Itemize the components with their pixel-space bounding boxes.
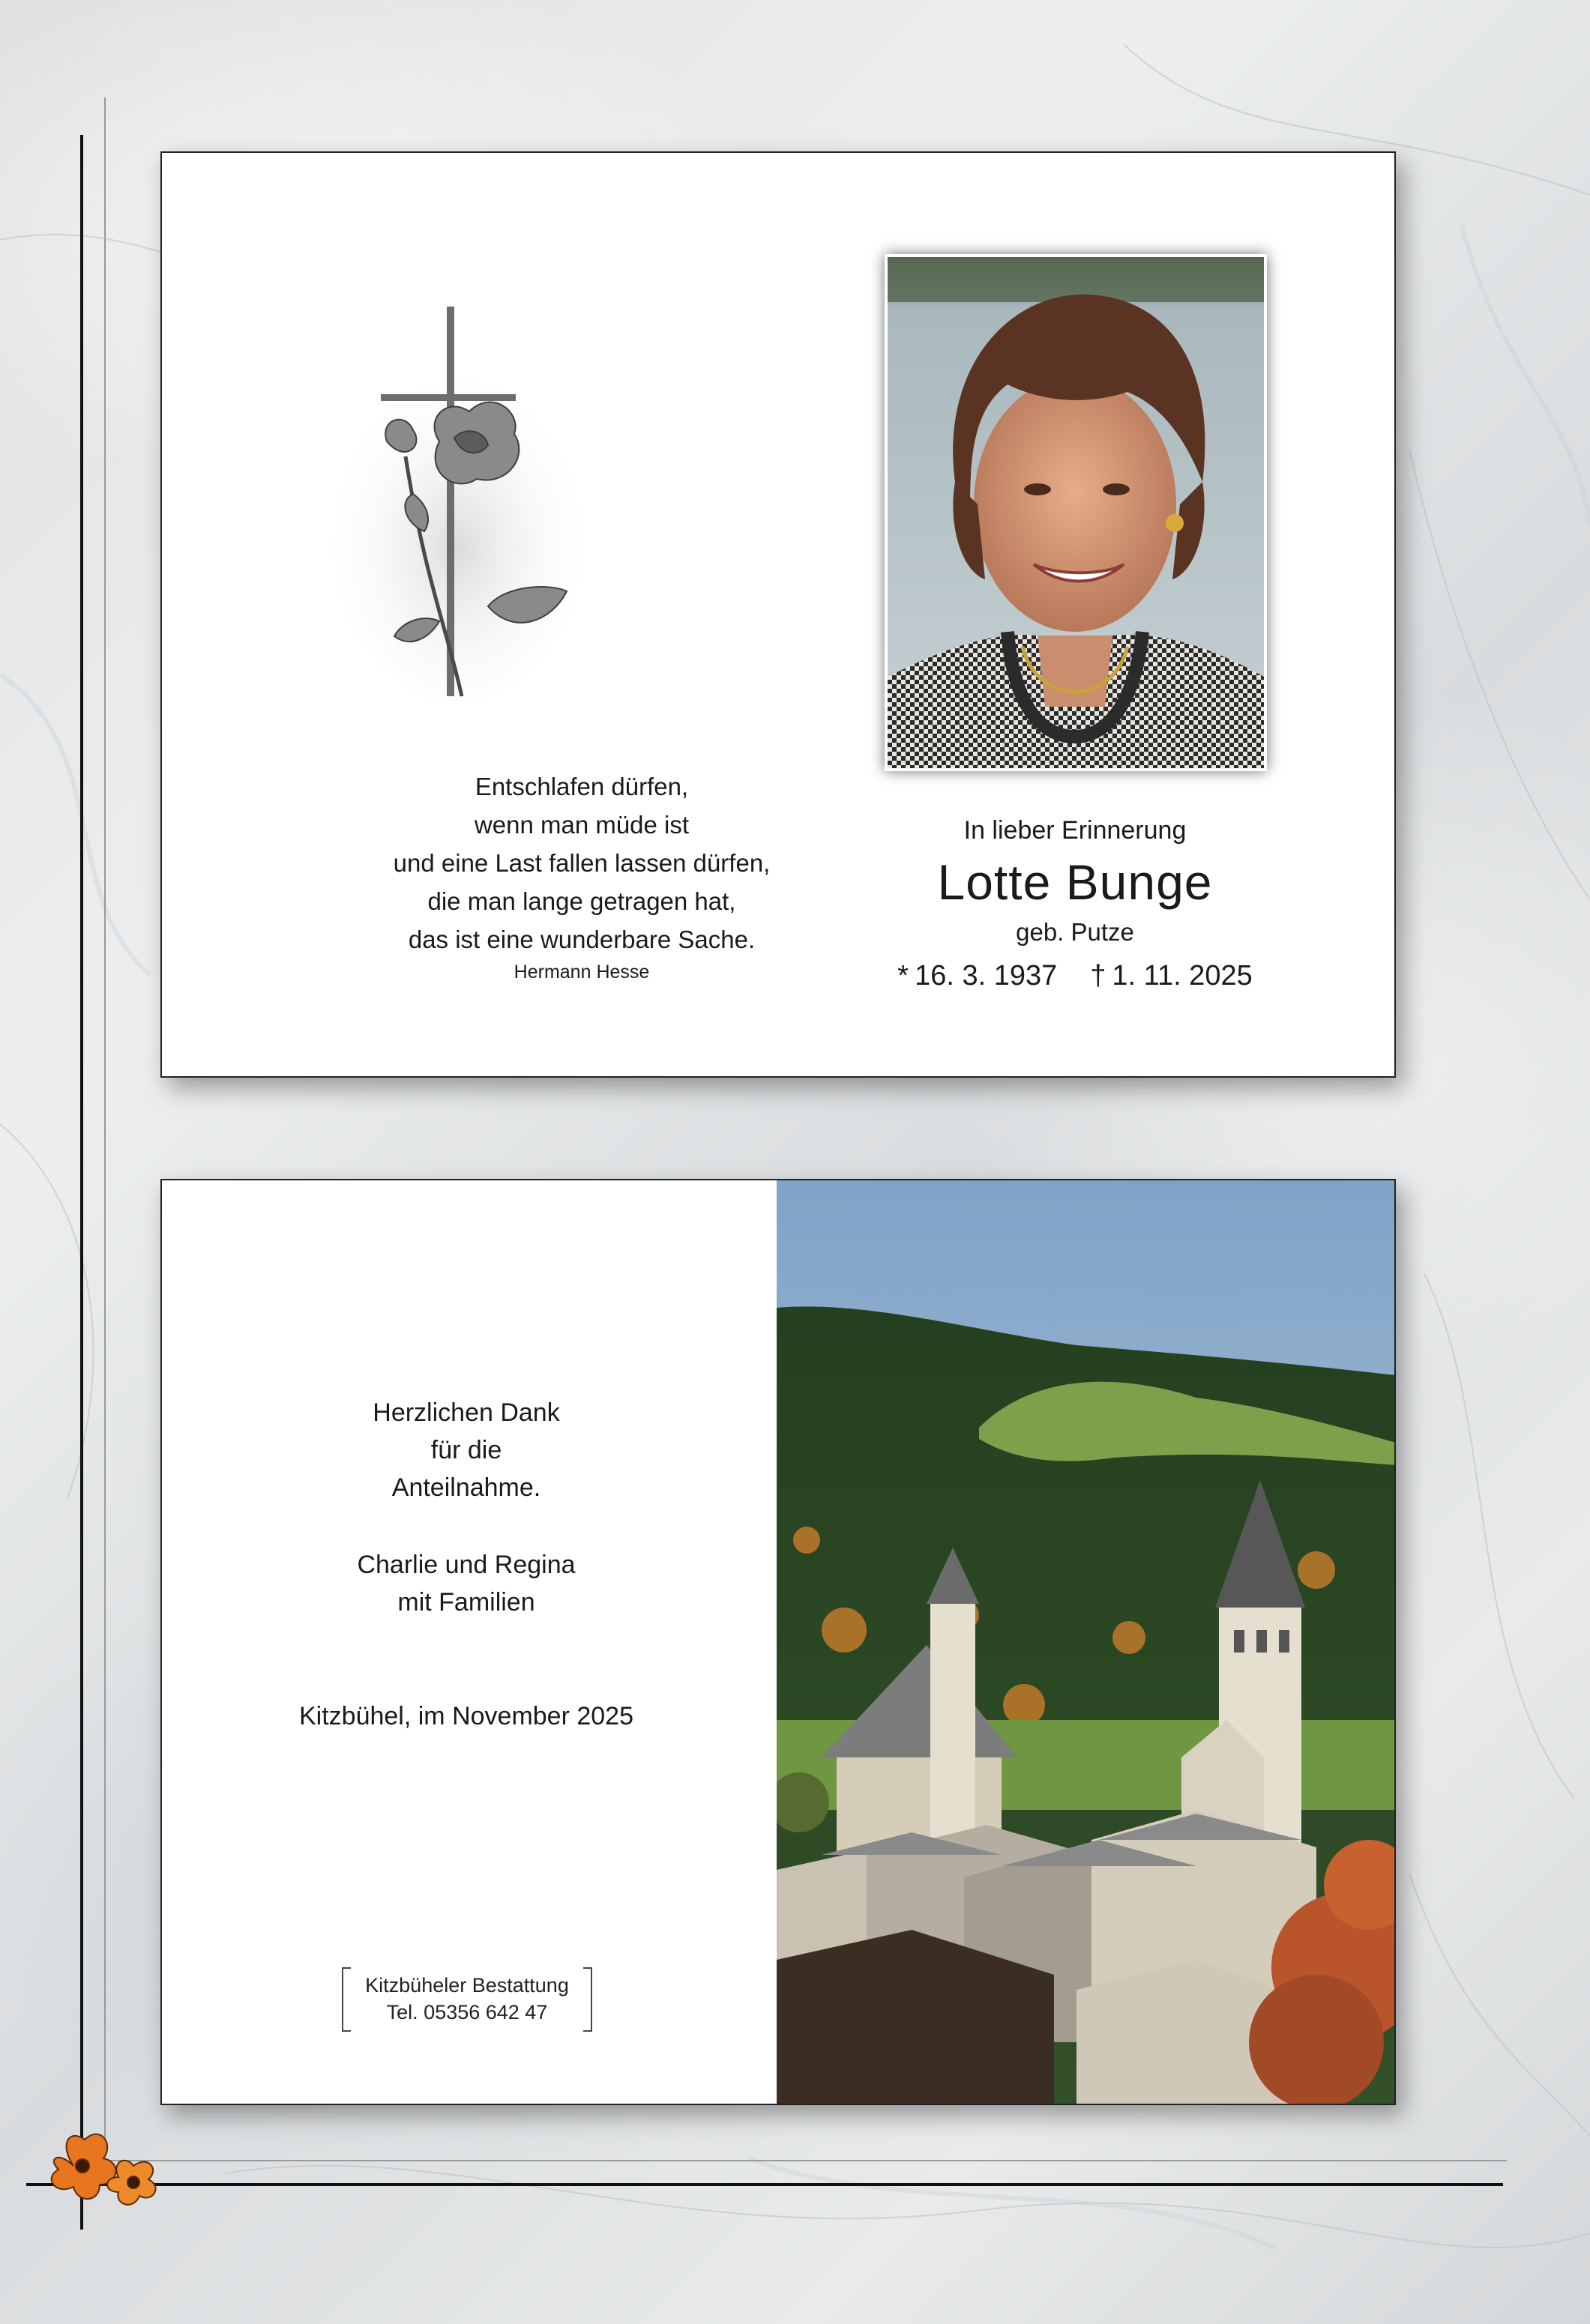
- place-date-text: Kitzbühel, im November 2025: [298, 1702, 633, 1730]
- life-dates: [828, 953, 1322, 998]
- poem-line: Entschlafen dürfen,: [475, 773, 689, 800]
- deceased-name: Lotte Bunge: [937, 854, 1213, 910]
- kitzbuehel-landscape-photo: [777, 1180, 1396, 2105]
- funeral-home-stamp: [342, 1967, 592, 2032]
- memorial-card-back: [160, 1179, 1396, 2105]
- frame-line-inner-vertical: [104, 97, 106, 2151]
- portrait-image: [888, 257, 1264, 768]
- memorial-intro: In lieber Erinnerung: [963, 816, 1187, 845]
- memorial-block: [828, 812, 1322, 998]
- thanks-line: Anteilnahme.: [391, 1473, 541, 1502]
- birth-symbol: *: [897, 960, 909, 992]
- death-date: 1. 11. 2025: [1112, 960, 1253, 992]
- stamp-bracket-left: [342, 1967, 351, 2032]
- thanks-line: Herzlichen Dank: [373, 1398, 560, 1427]
- cross-rose-icon: [334, 307, 582, 711]
- family-line: mit Familien: [397, 1588, 535, 1617]
- birth-date: 16. 3. 1937: [915, 960, 1058, 992]
- death-date-group: [1090, 953, 1253, 998]
- memorial-card-front: [160, 151, 1396, 1078]
- frame-line-vertical: [80, 135, 83, 2230]
- place-date: [162, 1697, 771, 1735]
- thanks-message: [162, 1394, 771, 1506]
- frame-line-inner-horizontal: [97, 2160, 1507, 2161]
- flower-icon: [28, 2121, 171, 2218]
- family-signature: [162, 1546, 771, 1621]
- portrait-photo: [885, 254, 1267, 771]
- birth-date-group: [897, 953, 1057, 998]
- poem-author: Hermann Hesse: [514, 962, 650, 983]
- poem-line: und eine Last fallen lassen dürfen,: [393, 849, 771, 877]
- family-line: Charlie und Regina: [357, 1551, 576, 1579]
- poem-line: das ist eine wunderbare Sache.: [408, 926, 756, 953]
- thanks-line: für die: [430, 1436, 502, 1464]
- funeral-home-name: Kitzbüheler Bestattung: [365, 1974, 569, 1996]
- frame-line-horizontal: [26, 2183, 1503, 2186]
- poem-line: wenn man müde ist: [474, 811, 690, 839]
- maiden-name: geb. Putze: [1016, 918, 1134, 946]
- poem-line: die man lange getragen hat,: [427, 887, 736, 915]
- death-symbol: †: [1090, 960, 1106, 992]
- funeral-home-phone: Tel. 05356 642 47: [386, 2001, 548, 2023]
- stamp-bracket-right: [583, 1967, 592, 2032]
